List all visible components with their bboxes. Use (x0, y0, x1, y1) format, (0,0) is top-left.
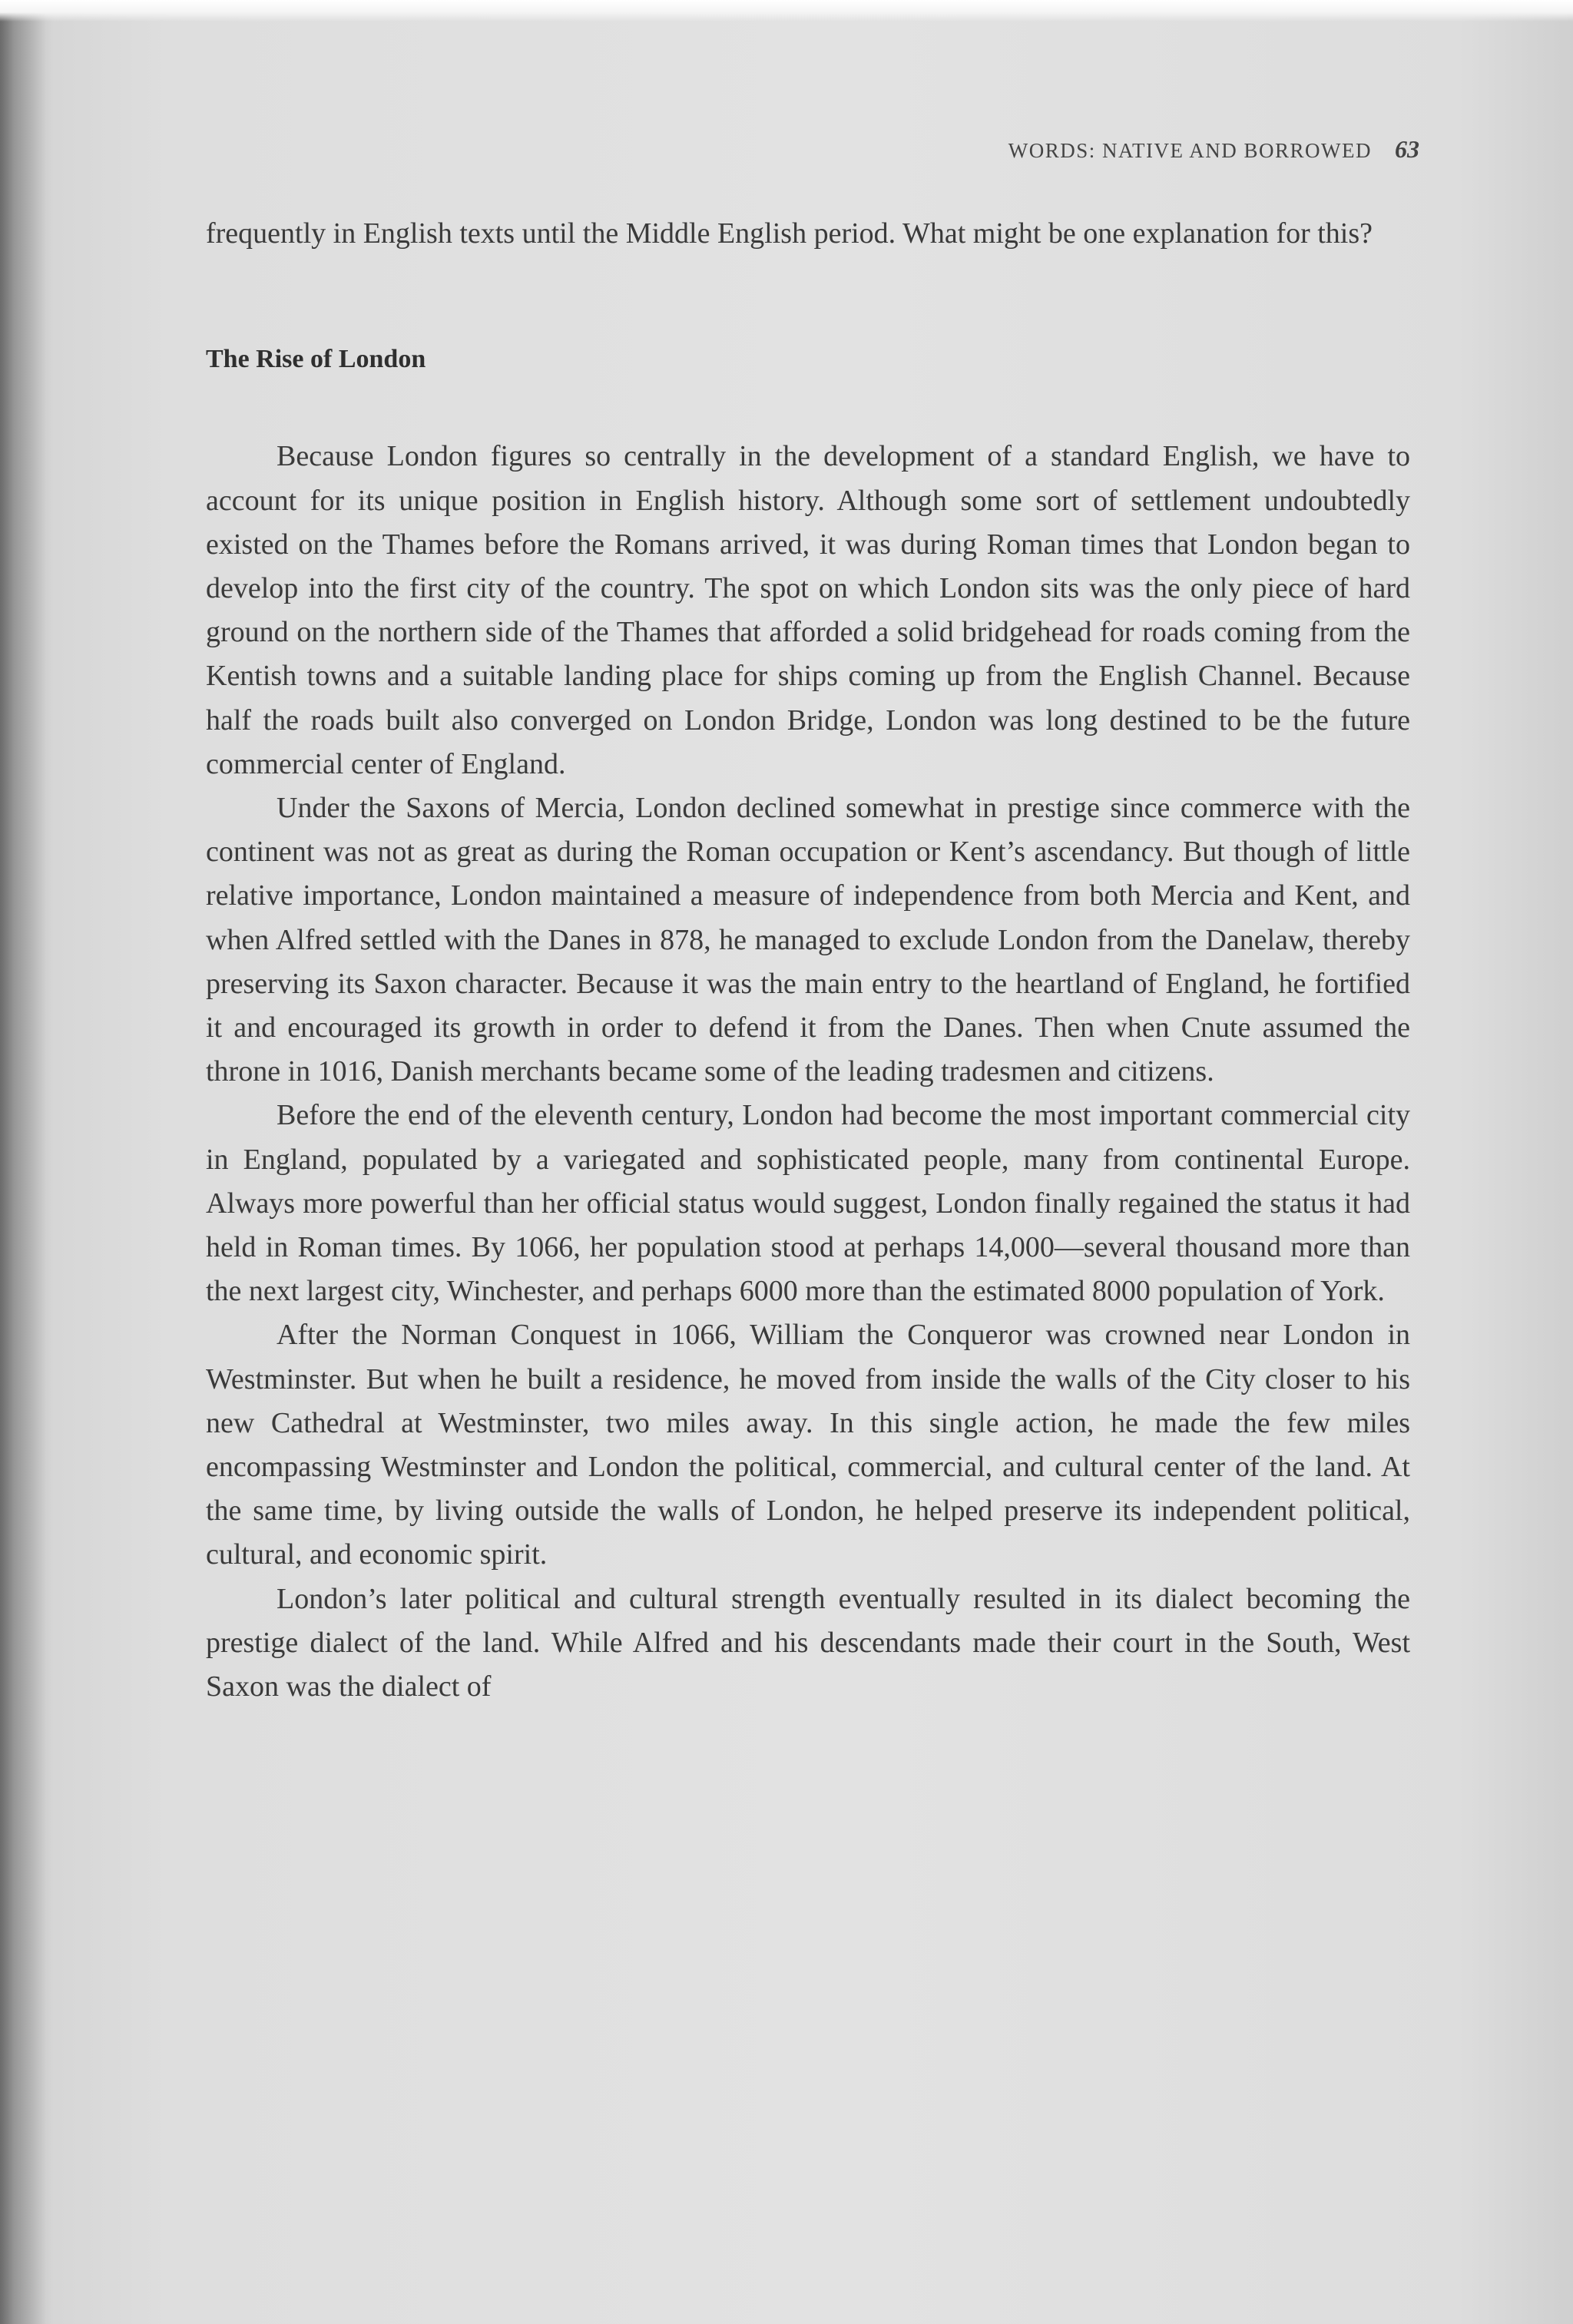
running-title: WORDS: NATIVE AND BORROWED (1008, 139, 1372, 162)
paragraph-4: After the Norman Conquest in 1066, William the Conqueror was crowned near London in Westminster. But when he built a residence, he moved from inside the walls of the City closer to his new Cathedral at Westminster, two miles away. In this single action, he made the few miles encompassing Westminster and London the political, commercial, and cultural center of the land. At the same time, by living outside the walls of London, he helped preserve its independent political, cultural, and economic spirit. (206, 1319, 1410, 1571)
page-top-edge (0, 0, 1573, 22)
continuation-paragraph: frequently in English texts until the Middle English period. What might be one explanation for this? (206, 217, 1373, 250)
main-text (206, 212, 1410, 1709)
paragraph-1: Because London figures so centrally in the development of a standard English, we have to account for its unique position in English history. Although some sort of settlement undoubtedly existed on the Thames before the Romans arrived, it was during Roman times that London began to develop into the first city of the country. The spot on which London sits was the only piece of hard ground on the northern side of the Thames that afforded a solid bridgehead for roads coming from the Kentish towns and a suitable landing place for ships coming up from the English Channel. Because half the roads built also converged on London Bridge, London was long destined to be the future commercial center of England. (206, 440, 1410, 780)
paragraph-5: London’s later political and cultural strength eventually resulted in its dialect becoming the prestige dialect of the land. While Alfred and his descendants made their court in the South, West Saxon was the dialect of (206, 1582, 1410, 1703)
paragraph-3: Before the end of the eleventh century, London had become the most important commercial city in England, populated by a variegated and sophisticated people, many from continental Europe. Always more powerful than her official status would suggest, London finally regained the status it had held in Roman times. By 1066, her population stood at perhaps 14,000—several thousand more than the next largest city, Winchester, and perhaps 6000 more than the estimated 8000 population of York. (206, 1099, 1410, 1308)
binding-shadow (0, 0, 46, 2324)
section-heading: The Rise of London (206, 345, 426, 374)
paragraph-2: Under the Saxons of Mercia, London declined somewhat in prestige since commerce with the continent was not as great as during the Roman occupation or Kent’s ascendancy. But though of little relative importance, London maintained a measure of independence from both Mercia and Kent, and when Alfred settled with the Danes in 878, he managed to exclude London from the Danelaw, thereby preserving its Saxon character. Because it was the main entry to the heartland of England, he fortified it and encouraged its growth in order to defend it from the Danes. Then when Cnute assumed the throne in 1016, Danish merchants became some of the leading tradesmen and citizens. (206, 792, 1410, 1088)
page-number: 63 (1395, 135, 1419, 163)
running-head (1008, 135, 1419, 164)
